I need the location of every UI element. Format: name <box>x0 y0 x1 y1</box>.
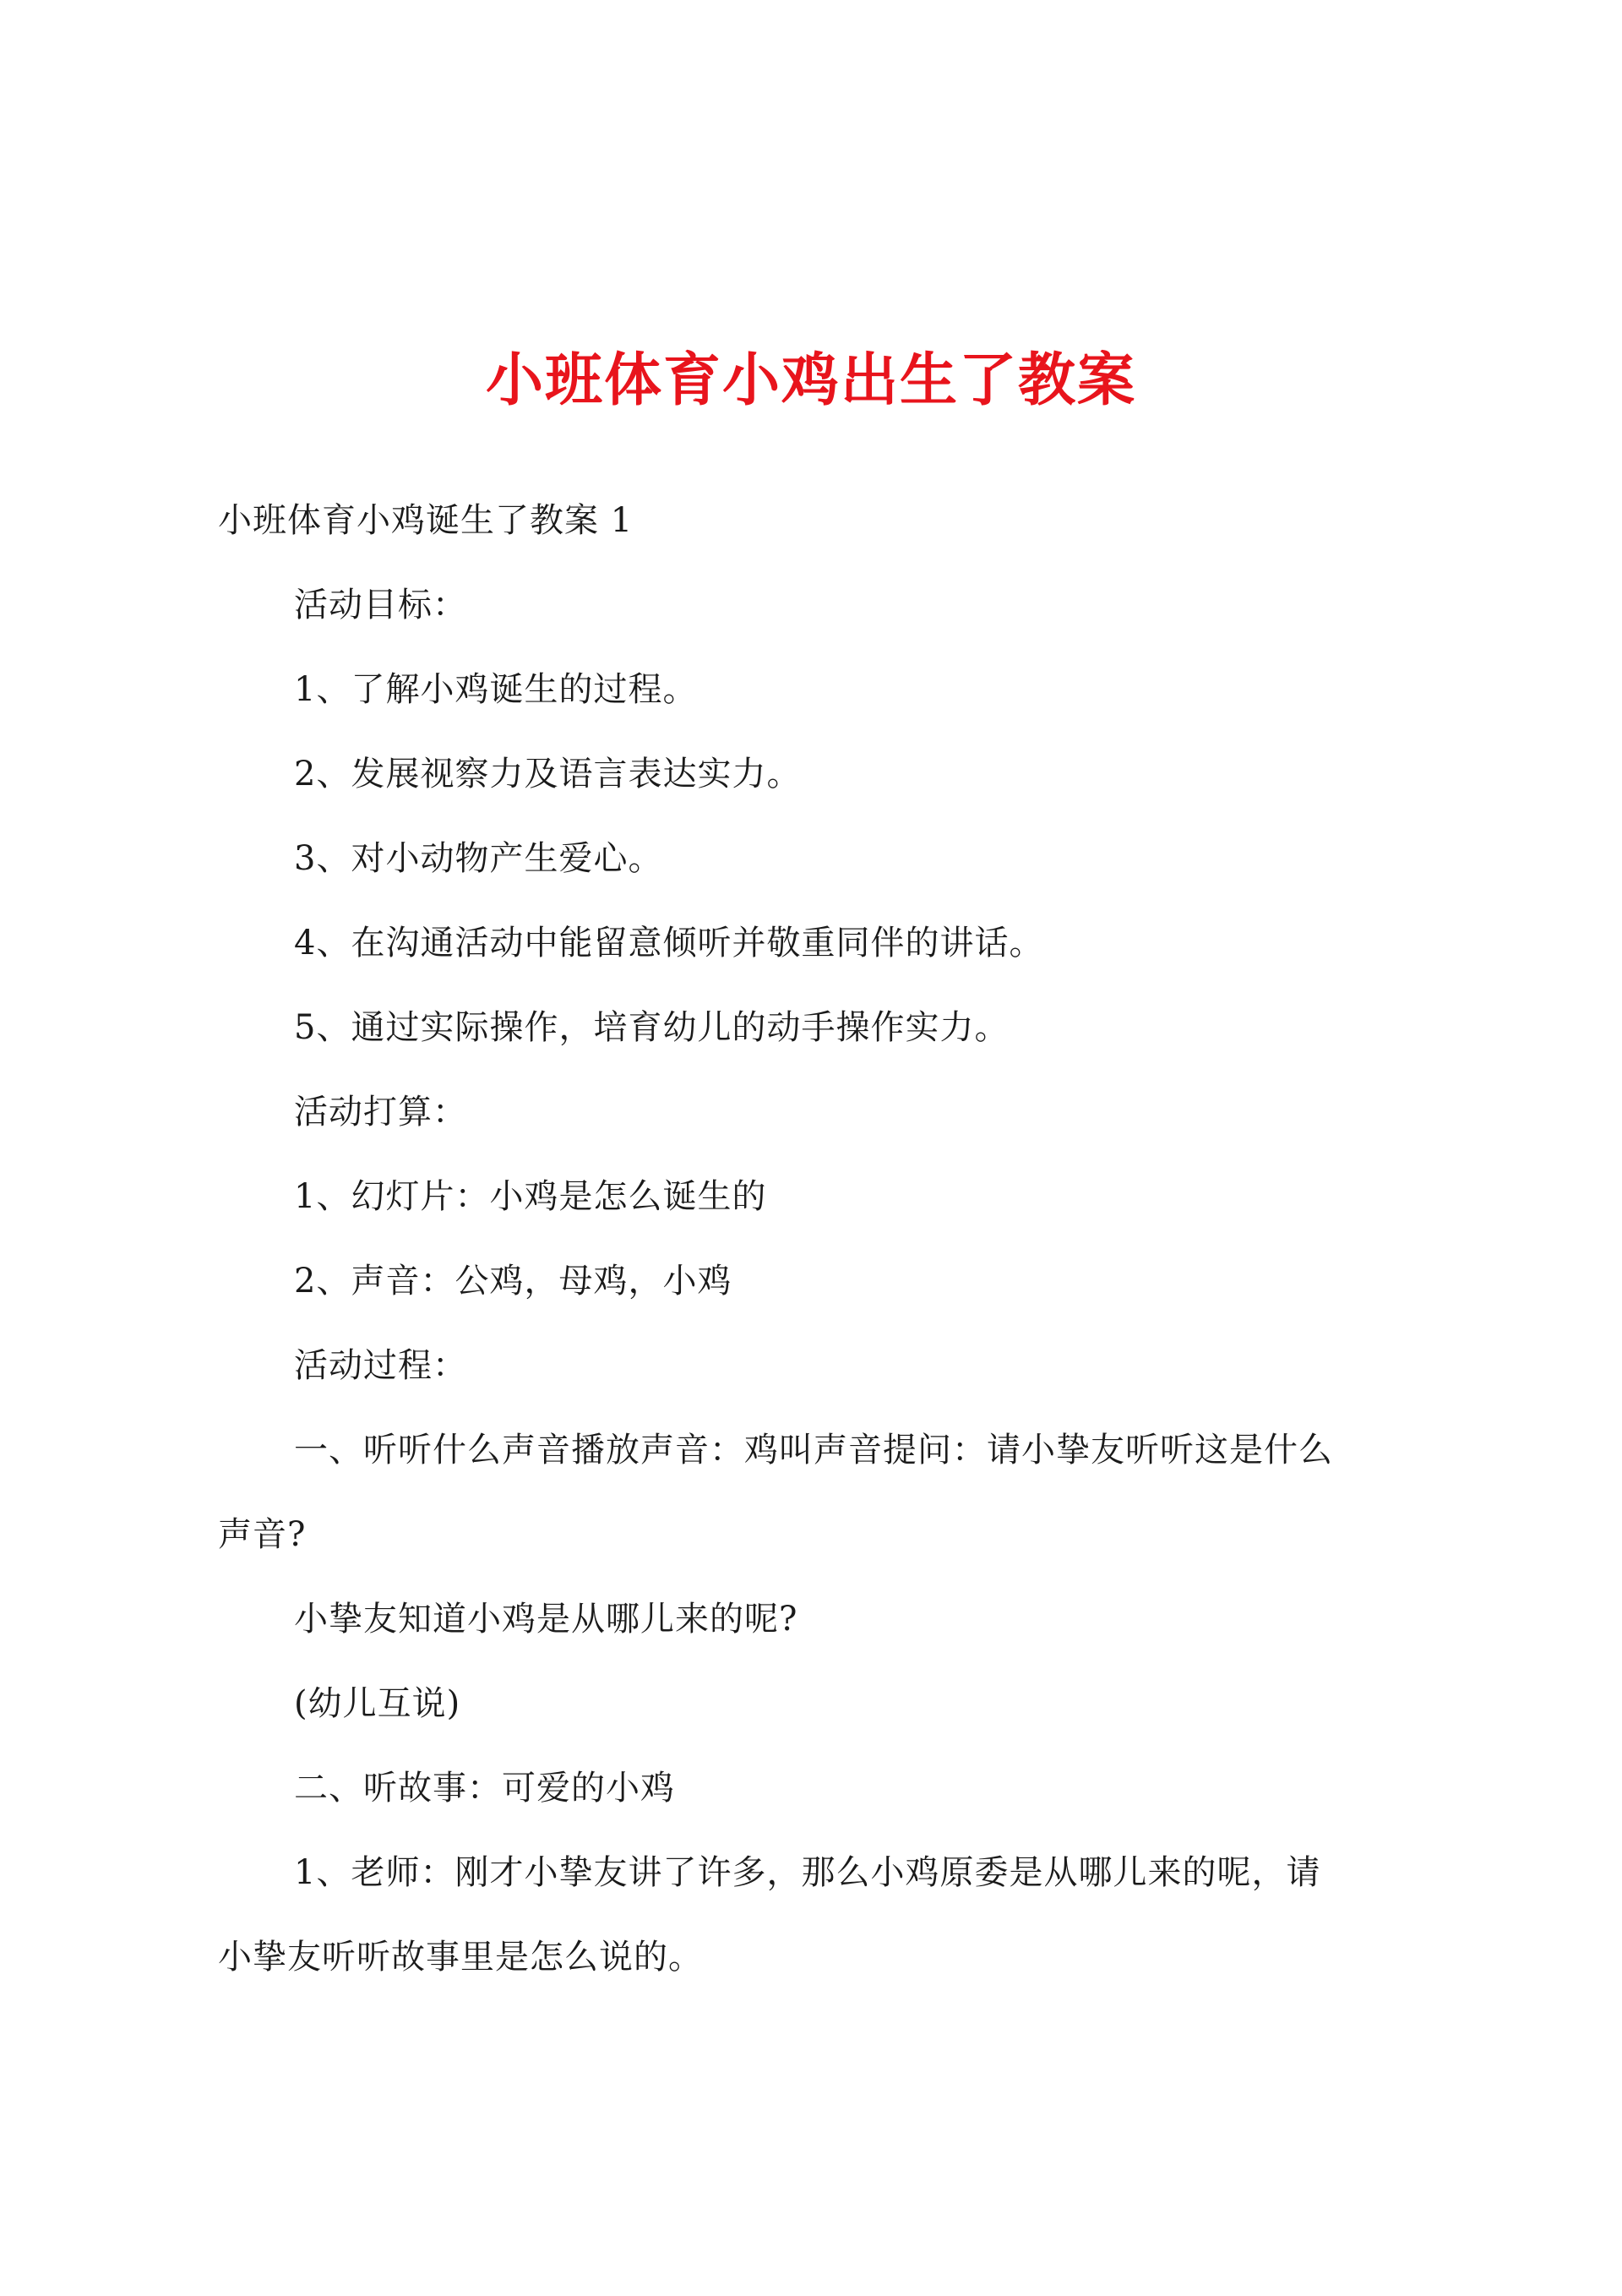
prep-item-2: 2、声音：公鸡，母鸡，小鸡 <box>294 1262 732 1301</box>
paragraph-note: (幼儿互说) <box>294 1684 461 1723</box>
document-title: 小班体育小鸡出生了教案 <box>485 346 1136 414</box>
prep-item-1: 1、幻灯片：小鸡是怎么诞生的 <box>294 1177 767 1216</box>
goal-item-4: 4、在沟通活动中能留意倾听并敬重同伴的讲话。 <box>294 924 1044 963</box>
story-item-1: 1、老师：刚才小挚友讲了许多，那么小鸡原委是从哪儿来的呢，请 <box>294 1853 1321 1892</box>
subheading-process: 活动过程： <box>294 1346 467 1385</box>
process-step-1-cont: 声音? <box>218 1515 307 1554</box>
goal-item-3: 3、对小动物产生爱心。 <box>294 839 663 878</box>
subheading-prep: 活动打算： <box>294 1093 467 1132</box>
paragraph-question: 小挚友知道小鸡是从哪儿来的呢? <box>294 1600 798 1639</box>
story-item-1-cont: 小挚友听听故事里是怎么说的。 <box>218 1938 703 1977</box>
process-step-1: 一、听听什么声音播放声音：鸡叫声音提问：请小挚友听听这是什么 <box>294 1431 1333 1470</box>
goal-item-1: 1、了解小鸡诞生的过程。 <box>294 670 698 709</box>
goal-item-2: 2、发展视察力及语言表达实力。 <box>294 755 802 794</box>
subheading-goals: 活动目标： <box>294 586 467 624</box>
goal-item-5: 5、通过实际操作，培育幼儿的动手操作实力。 <box>294 1008 1010 1047</box>
section-heading: 小班体育小鸡诞生了教案 1 <box>218 501 634 540</box>
process-step-2: 二、听故事：可爱的小鸡 <box>294 1769 675 1808</box>
